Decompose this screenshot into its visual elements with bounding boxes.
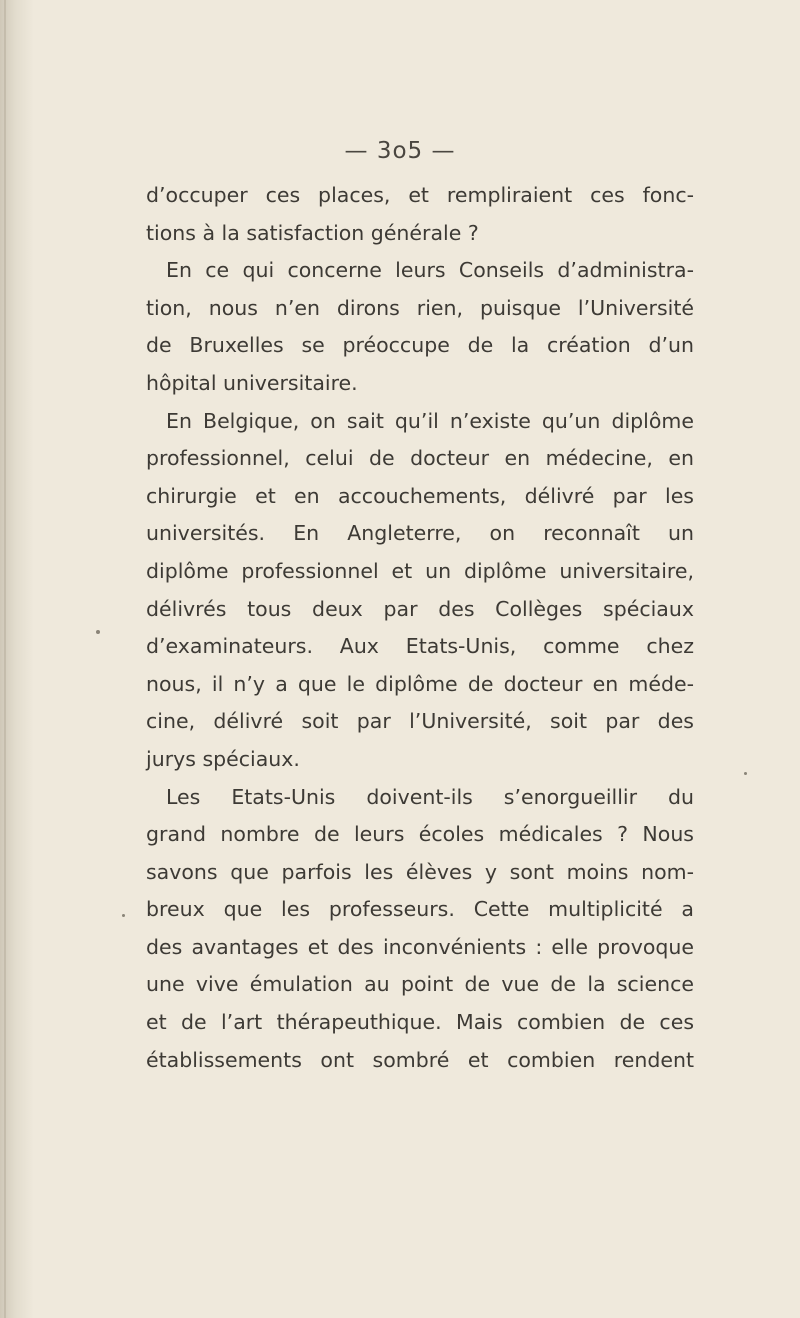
text-line: nous, il n’y a que le diplôme de docteur en méde- (146, 671, 694, 696)
text-line: professionnel, celui de docteur en médecine, en (146, 446, 694, 471)
text-line: de Bruxelles se préoccupe de la création d’un (146, 333, 694, 358)
text-line: En ce qui concerne leurs Conseils d’administra- (166, 258, 694, 283)
paper-speck (96, 630, 100, 634)
body-text (146, 177, 694, 1079)
text-line: jurys spéciaux. (146, 746, 300, 771)
text-line: tion, nous n’en dirons rien, puisque l’Université (146, 295, 694, 320)
text-line: cine, délivré soit par l’Université, soit par des (146, 709, 694, 734)
text-line: établissements ont sombré et combien rendent (146, 1047, 694, 1072)
text-line: chirurgie et en accouchements, délivré par les (146, 483, 694, 508)
text-line: En Belgique, on sait qu’il n’existe qu’un diplôme (166, 408, 694, 433)
paper-speck (744, 772, 747, 775)
page-number: — 3o5 — (344, 138, 456, 164)
text-line: universités. En Angleterre, on reconnaît un (146, 521, 694, 546)
text-line: diplôme professionnel et un diplôme universitaire, (146, 558, 694, 583)
text-line: délivrés tous deux par des Collèges spéciaux (146, 596, 694, 621)
text-line: d’occuper ces places, et rempliraient ces fonc- (146, 183, 694, 207)
text-line: d’examinateurs. Aux Etats-Unis, comme chez (146, 634, 694, 659)
text-line: et de l’art thérapeuthique. Mais combien de ces (146, 1010, 694, 1035)
text-line: Les Etats-Unis doivent-ils s’enorgueillir du (166, 784, 694, 809)
text-line: savons que parfois les élèves y sont moins nom- (146, 859, 694, 884)
paper-speck (122, 914, 125, 917)
text-line: une vive émulation au point de vue de la science (146, 972, 694, 997)
text-line: breux que les professeurs. Cette multiplicité a (146, 897, 694, 922)
text-line: hôpital universitaire. (146, 370, 358, 395)
text-line: tions à la satisfaction générale ? (146, 220, 479, 245)
text-line: grand nombre de leurs écoles médicales ? Nous (146, 822, 694, 847)
text-line: des avantages et des inconvénients : elle provoque (146, 934, 694, 959)
